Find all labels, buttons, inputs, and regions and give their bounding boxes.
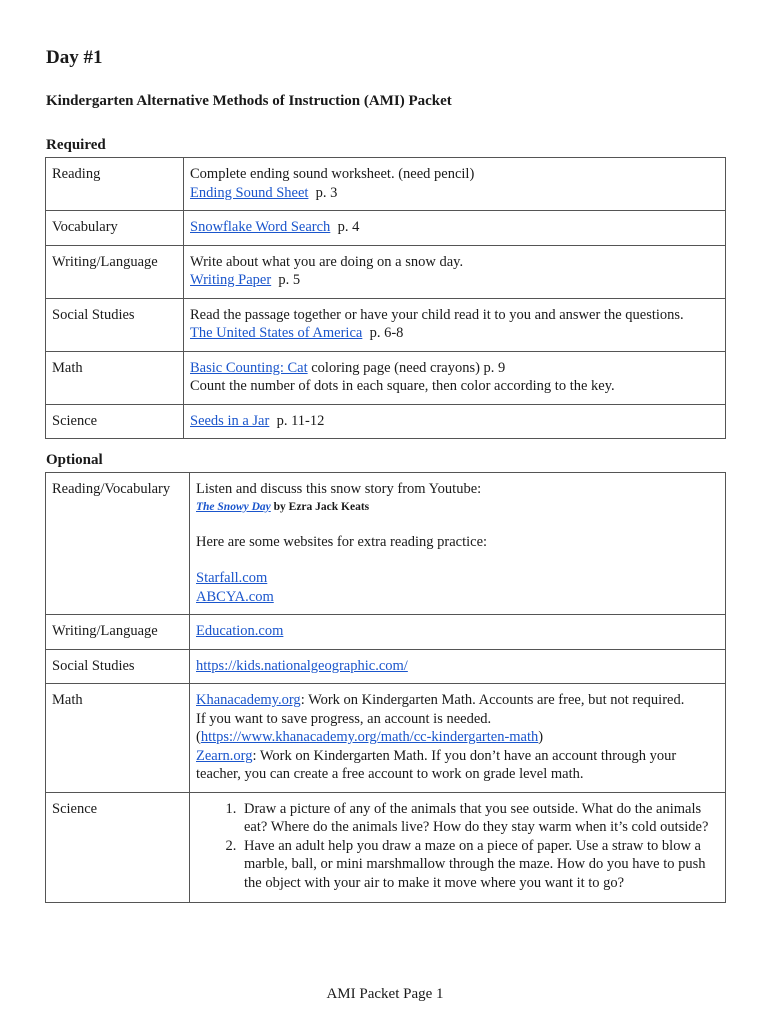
table-row bbox=[46, 158, 726, 211]
ending-sound-sheet-link[interactable]: Ending Sound Sheet bbox=[190, 184, 309, 201]
activity-text: Read the passage together or have your child read it to you and answer the questions. bbox=[190, 306, 684, 323]
activity-text: Listen and discuss this snow story from Youtube: bbox=[196, 481, 482, 497]
list-item: 1. Draw a picture of any of the animals that you see outside. What do the animals eat? Where do the animals live? How do they stay warm when it’s cold outside? bbox=[240, 800, 719, 837]
activity-text: If you want to save progress, an account is needed. bbox=[196, 710, 492, 727]
table-row bbox=[46, 473, 726, 615]
subject-cell: Social Studies bbox=[46, 649, 190, 684]
table-row bbox=[46, 649, 726, 684]
math-line bbox=[196, 747, 719, 784]
list-item: 2. Have an adult help you draw a maze on a piece of paper. Use a straw to blow a marble, ball, or mini marshmallow through the maze. How do you have to push the object with your air to make it move where you want it to go? bbox=[240, 837, 719, 893]
paren: ) bbox=[538, 729, 544, 745]
subject-cell: Vocabulary bbox=[46, 211, 184, 246]
education-com-link[interactable]: Education.com bbox=[196, 623, 284, 639]
required-section-label: Required bbox=[46, 137, 106, 153]
subject-cell: Math bbox=[46, 351, 184, 404]
activity-cell bbox=[184, 404, 726, 439]
khanacademy-link[interactable]: Khanacademy.org bbox=[196, 692, 301, 708]
page-ref: p. 6-8 bbox=[369, 325, 404, 341]
subject-cell: Social Studies bbox=[46, 298, 184, 351]
table-row bbox=[46, 404, 726, 439]
subject-cell: Science bbox=[46, 404, 184, 439]
activity-text: : Work on Kindergarten Math. If you don’t have an account through your teacher, you can create a free account to work on grade level math. bbox=[196, 747, 677, 782]
united-states-link[interactable]: The United States of America bbox=[190, 325, 363, 341]
seeds-in-a-jar-link[interactable]: Seeds in a Jar bbox=[190, 412, 270, 429]
activity-cell bbox=[184, 298, 726, 351]
table-row bbox=[46, 211, 726, 246]
writing-paper-link[interactable]: Writing Paper bbox=[190, 272, 272, 288]
math-line bbox=[196, 691, 719, 710]
activity-text: : Work on Kindergarten Math. Accounts are free, but not required. bbox=[300, 692, 685, 708]
activity-text: Here are some websites for extra reading practice: bbox=[196, 533, 488, 550]
table-row bbox=[46, 615, 726, 650]
activity-text: Write about what you are doing on a snow day. bbox=[190, 253, 464, 270]
subject-cell: Writing/Language bbox=[46, 245, 184, 298]
activity-cell bbox=[184, 351, 726, 404]
activity-cell bbox=[190, 684, 726, 793]
required-table bbox=[45, 157, 726, 439]
snowy-day-link[interactable]: The Snowy Day bbox=[196, 500, 271, 513]
subject-cell: Writing/Language bbox=[46, 615, 190, 650]
page-ref: p. 4 bbox=[337, 219, 360, 235]
khan-kindergarten-url-link[interactable]: https://www.khanacademy.org/math/cc-kindergarten-math bbox=[200, 729, 539, 745]
page-ref: p. 3 bbox=[315, 184, 338, 201]
page-ref: p. 11-12 bbox=[276, 412, 325, 429]
story-author: by Ezra Jack Keats bbox=[273, 500, 370, 513]
science-activity-list bbox=[196, 800, 719, 893]
activity-cell bbox=[184, 158, 726, 211]
optional-section-label: Optional bbox=[46, 452, 103, 468]
activity-cell bbox=[190, 792, 726, 903]
story-line bbox=[196, 499, 719, 515]
activity-cell bbox=[184, 245, 726, 298]
basic-counting-cat-link[interactable]: Basic Counting: Cat bbox=[190, 359, 308, 376]
page-ref: p. 5 bbox=[278, 272, 301, 288]
table-row bbox=[46, 351, 726, 404]
page-title: Day #1 bbox=[46, 47, 103, 68]
abcya-link[interactable]: ABCYA.com bbox=[196, 588, 274, 605]
page-footer: AMI Packet Page 1 bbox=[326, 986, 444, 1002]
activity-cell bbox=[190, 615, 726, 650]
table-row bbox=[46, 792, 726, 903]
activity-text: coloring page (need crayons) p. 9 bbox=[311, 359, 506, 376]
math-line bbox=[196, 728, 719, 747]
subject-cell: Math bbox=[46, 684, 190, 793]
starfall-link[interactable]: Starfall.com bbox=[196, 570, 268, 586]
activity-cell bbox=[190, 649, 726, 684]
table-row bbox=[46, 298, 726, 351]
zearn-link[interactable]: Zearn.org bbox=[196, 747, 253, 764]
activity-text: Count the number of dots in each square, then color according to the key. bbox=[190, 378, 615, 394]
activity-cell bbox=[190, 473, 726, 615]
natgeo-kids-link[interactable]: https://kids.nationalgeographic.com/ bbox=[196, 657, 408, 674]
activity-text: Complete ending sound worksheet. (need pencil) bbox=[190, 166, 475, 182]
packet-title: Kindergarten Alternative Methods of Instruction (AMI) Packet bbox=[46, 93, 452, 109]
paren: ( bbox=[196, 729, 201, 745]
subject-cell: Reading/Vocabulary bbox=[46, 473, 190, 615]
table-row bbox=[46, 684, 726, 793]
table-row bbox=[46, 245, 726, 298]
optional-table bbox=[45, 472, 726, 903]
activity-cell bbox=[184, 211, 726, 246]
subject-cell: Reading bbox=[46, 158, 184, 211]
snowflake-word-search-link[interactable]: Snowflake Word Search bbox=[190, 219, 331, 235]
subject-cell: Science bbox=[46, 792, 190, 903]
